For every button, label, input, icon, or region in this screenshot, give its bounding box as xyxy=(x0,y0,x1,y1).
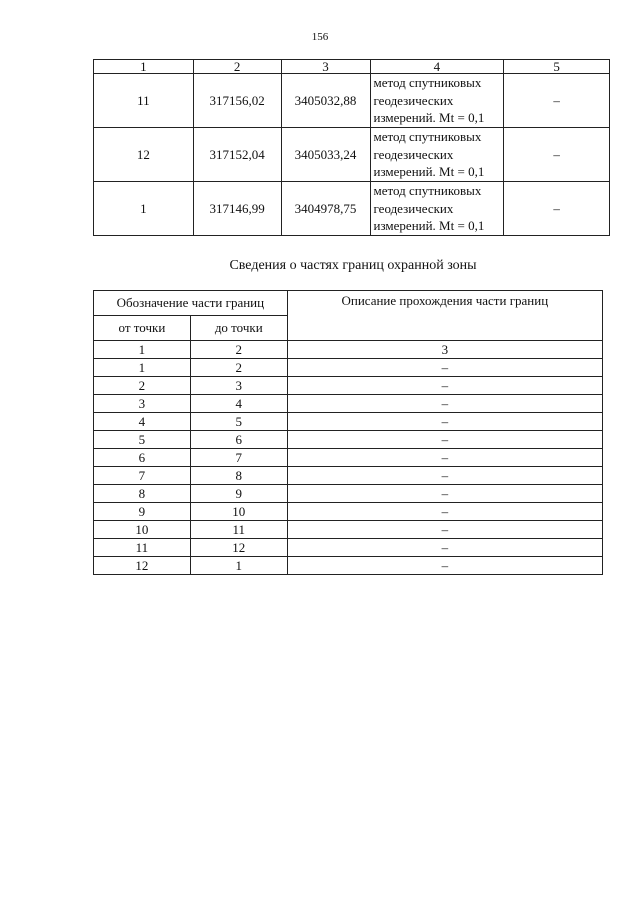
to-point-cell: 5 xyxy=(190,413,287,431)
to-point-cell: 10 xyxy=(190,503,287,521)
coords-header-cell: 5 xyxy=(504,60,610,74)
parts-row xyxy=(94,395,603,413)
point-number-cell: 11 xyxy=(94,74,194,128)
description-cell: – xyxy=(287,449,602,467)
header-boundary-part-designation: Обозначение части границ xyxy=(94,291,288,316)
method-cell xyxy=(370,74,504,128)
coords-row xyxy=(94,182,610,236)
parts-row xyxy=(94,413,603,431)
coords-row xyxy=(94,128,610,182)
description-cell: – xyxy=(287,359,602,377)
from-point-cell: 10 xyxy=(94,521,191,539)
description-cell: – xyxy=(287,395,602,413)
parts-row xyxy=(94,503,603,521)
from-point-cell: 3 xyxy=(94,395,191,413)
header-to-point: до точки xyxy=(190,316,287,341)
x-coordinate-cell: 317152,04 xyxy=(193,128,281,182)
description-cell: – xyxy=(287,431,602,449)
section-title: Сведения о частях границ охранной зоны xyxy=(229,258,477,273)
to-point-cell: 8 xyxy=(190,467,287,485)
to-point-cell: 12 xyxy=(190,539,287,557)
coords-row xyxy=(94,74,610,128)
header-boundary-description: Описание прохождения части границ xyxy=(287,291,602,341)
method-line: геодезических xyxy=(373,200,454,216)
to-point-cell: 9 xyxy=(190,485,287,503)
boundary-parts-table xyxy=(93,290,603,575)
method-cell xyxy=(370,128,504,182)
description-cell: – xyxy=(287,557,602,575)
from-point-cell: 6 xyxy=(94,449,191,467)
method-line: геодезических xyxy=(373,146,454,162)
description-cell: – xyxy=(287,413,602,431)
from-point-cell: 2 xyxy=(94,377,191,395)
from-point-cell: 12 xyxy=(94,557,191,575)
note-cell: – xyxy=(504,128,610,182)
note-cell: – xyxy=(504,182,610,236)
to-point-cell: 3 xyxy=(190,377,287,395)
page-number: 156 xyxy=(311,31,329,43)
description-cell: – xyxy=(287,521,602,539)
from-point-cell: 7 xyxy=(94,467,191,485)
parts-row xyxy=(94,377,603,395)
to-point-cell: 4 xyxy=(190,395,287,413)
method-line: геодезических xyxy=(373,92,454,108)
index-cell: 2 xyxy=(190,341,287,359)
to-point-cell: 11 xyxy=(190,521,287,539)
parts-row xyxy=(94,557,603,575)
parts-row xyxy=(94,359,603,377)
method-line: метод спутниковых xyxy=(373,183,482,199)
method-line: измерений. Mt = 0,1 xyxy=(373,110,485,126)
description-cell: – xyxy=(287,467,602,485)
parts-row xyxy=(94,539,603,557)
description-cell: – xyxy=(287,539,602,557)
parts-header-row xyxy=(94,291,603,316)
parts-row xyxy=(94,521,603,539)
from-point-cell: 5 xyxy=(94,431,191,449)
index-cell: 1 xyxy=(94,341,191,359)
coords-header-cell: 3 xyxy=(281,60,370,74)
method-line: измерений. Mt = 0,1 xyxy=(373,218,485,234)
note-cell: – xyxy=(504,74,610,128)
point-number-cell: 12 xyxy=(94,128,194,182)
parts-row xyxy=(94,431,603,449)
parts-row xyxy=(94,485,603,503)
y-coordinate-cell: 3404978,75 xyxy=(281,182,370,236)
header-from-point: от точки xyxy=(94,316,191,341)
coords-header-cell: 4 xyxy=(370,60,504,74)
x-coordinate-cell: 317156,02 xyxy=(193,74,281,128)
description-cell: – xyxy=(287,377,602,395)
coordinates-table xyxy=(93,59,610,236)
point-number-cell: 1 xyxy=(94,182,194,236)
from-point-cell: 8 xyxy=(94,485,191,503)
from-point-cell: 11 xyxy=(94,539,191,557)
to-point-cell: 6 xyxy=(190,431,287,449)
index-cell: 3 xyxy=(287,341,602,359)
y-coordinate-cell: 3405033,24 xyxy=(281,128,370,182)
method-cell xyxy=(370,182,504,236)
parts-row xyxy=(94,449,603,467)
parts-index-row xyxy=(94,341,603,359)
method-line: метод спутниковых xyxy=(373,129,482,145)
to-point-cell: 1 xyxy=(190,557,287,575)
coords-header-row xyxy=(94,60,610,74)
coords-header-cell: 1 xyxy=(94,60,194,74)
description-cell: – xyxy=(287,503,602,521)
coords-header-cell: 2 xyxy=(193,60,281,74)
to-point-cell: 7 xyxy=(190,449,287,467)
x-coordinate-cell: 317146,99 xyxy=(193,182,281,236)
method-line: измерений. Mt = 0,1 xyxy=(373,164,485,180)
method-line: метод спутниковых xyxy=(373,75,482,91)
to-point-cell: 2 xyxy=(190,359,287,377)
from-point-cell: 1 xyxy=(94,359,191,377)
from-point-cell: 4 xyxy=(94,413,191,431)
from-point-cell: 9 xyxy=(94,503,191,521)
y-coordinate-cell: 3405032,88 xyxy=(281,74,370,128)
parts-row xyxy=(94,467,603,485)
description-cell: – xyxy=(287,485,602,503)
